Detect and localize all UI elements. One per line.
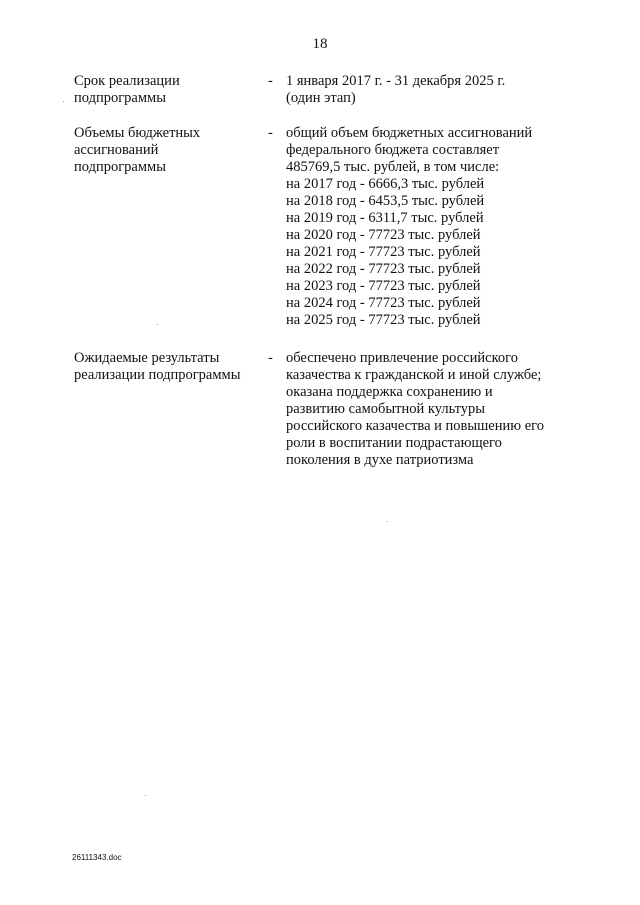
value-line: на 2017 год - 6666,3 тыс. рублей	[286, 176, 485, 192]
scan-speck	[157, 324, 158, 325]
section-label	[74, 125, 254, 176]
value-line: 485769,5 тыс. рублей, в том числе:	[286, 159, 500, 175]
dash-separator: -	[268, 125, 273, 141]
section-value	[286, 125, 586, 329]
value-line: на 2025 год - 77723 тыс. рублей	[286, 312, 481, 328]
value-line: на 2024 год - 77723 тыс. рублей	[286, 295, 481, 311]
scan-speck	[145, 795, 146, 796]
value-line: на 2022 год - 77723 тыс. рублей	[286, 261, 481, 277]
value-line: развитию самобытной культуры	[286, 401, 486, 417]
value-line: поколения в духе патриотизма	[286, 452, 474, 468]
value-line: обеспечено привлечение российского	[286, 350, 518, 366]
value-line: роли в воспитании подрастающего	[286, 435, 502, 451]
label-line: ассигнований	[74, 142, 159, 158]
value-line: оказана поддержка сохранению и	[286, 384, 493, 400]
label-line: подпрограммы	[74, 159, 166, 175]
section-label	[74, 73, 254, 107]
value-line: казачества к гражданской и иной службе;	[286, 367, 542, 383]
section-value	[286, 350, 586, 469]
label-line: Объемы бюджетных	[74, 125, 201, 141]
scan-speck	[387, 521, 388, 522]
value-line: общий объем бюджетных ассигнований	[286, 125, 533, 141]
dash-separator: -	[268, 73, 273, 89]
page-number: 18	[312, 36, 328, 52]
value-line: на 2019 год - 6311,7 тыс. рублей	[286, 210, 484, 226]
value-line: российского казачества и повышению его	[286, 418, 544, 434]
value-line: на 2023 год - 77723 тыс. рублей	[286, 278, 481, 294]
value-line: на 2021 год - 77723 тыс. рублей	[286, 244, 481, 260]
value-line: федерального бюджета составляет	[286, 142, 500, 158]
value-line: 1 января 2017 г. - 31 декабря 2025 г.	[286, 73, 506, 89]
section-value	[286, 73, 586, 107]
value-line: на 2018 год - 6453,5 тыс. рублей	[286, 193, 485, 209]
label-line: реализации подпрограммы	[74, 367, 241, 383]
scan-speck	[63, 101, 64, 102]
label-line: подпрограммы	[74, 90, 166, 106]
value-line: на 2020 год - 77723 тыс. рублей	[286, 227, 481, 243]
dash-separator: -	[268, 350, 273, 366]
footer-filename: 26111343.doc	[72, 853, 122, 862]
section-label	[74, 350, 254, 384]
label-line: Ожидаемые результаты	[74, 350, 220, 366]
value-line: (один этап)	[286, 90, 356, 106]
label-line: Срок реализации	[74, 73, 180, 89]
